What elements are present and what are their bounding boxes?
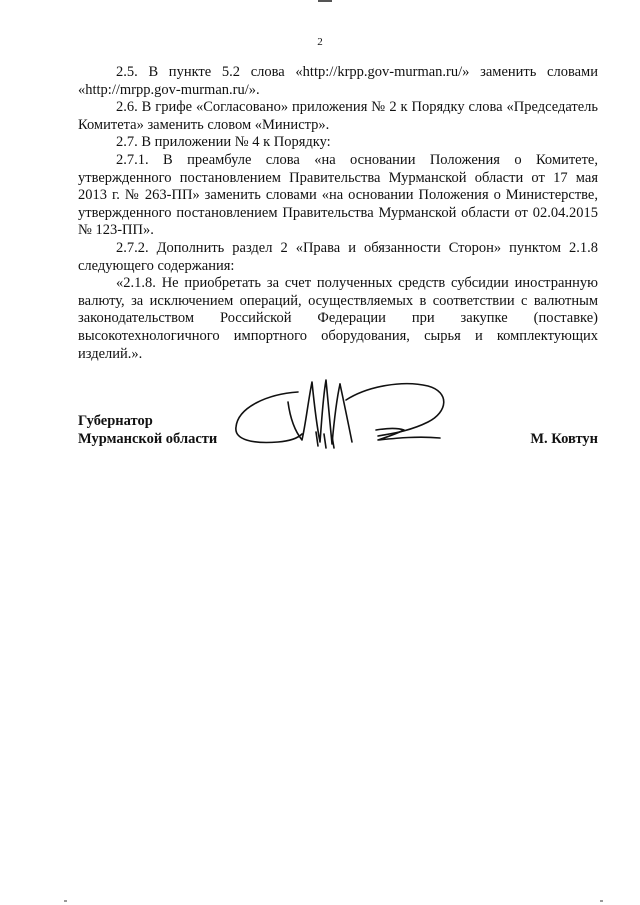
paragraph-2-7: 2.7. В приложении № 4 к Порядку: bbox=[116, 134, 331, 151]
signatory-title-line1: Губернатор bbox=[78, 413, 153, 429]
paragraph-2-1-8: «2.1.8. Не приобретать за счет полученных средств субсидии иностранную валюту, за исключением операций, осуществляемых в соответствии с валютным законодательством Российской Федерации при закупке (поставке) высокотехнологичного импортного оборудования, сырья и комплектующих изделий.». bbox=[78, 275, 598, 362]
signatory-title bbox=[78, 412, 217, 448]
page-number: 2 bbox=[317, 36, 323, 48]
paragraph-2-5: 2.5. В пункте 5.2 слова «http://krpp.gov-murman.ru/» заменить словами «http://mrpp.gov-murman.ru/». bbox=[78, 64, 598, 98]
paragraph-2-7-2: 2.7.2. Дополнить раздел 2 «Права и обязанности Сторон» пунктом 2.1.8 следующего содержания: bbox=[78, 239, 598, 274]
top-edge-mark bbox=[318, 0, 332, 2]
signatory-title-line2: Мурманской области bbox=[78, 431, 218, 447]
signatory-name: М. Ковтун bbox=[530, 431, 598, 447]
document-body bbox=[78, 64, 598, 363]
handwritten-signature bbox=[228, 372, 468, 462]
paragraph-2-7-1: 2.7.1. В преамбуле слова «на основании Положения о Комитете, утвержденного постановлением Правительства Мурманской области от 17 мая 2013 г. № 263-ПП» заменить словами «на основании Положения о Министерстве, утвержденного постановлением Правительства Мурманской области от 02.04.2015 № 123-ПП». bbox=[78, 151, 598, 239]
bottom-left-mark bbox=[64, 900, 67, 902]
paragraph-2-6: 2.6. В грифе «Согласовано» приложения № 2 к Порядку слова «Председатель Комитета» заменить словом «Министр». bbox=[78, 99, 598, 133]
bottom-right-mark bbox=[600, 900, 603, 902]
